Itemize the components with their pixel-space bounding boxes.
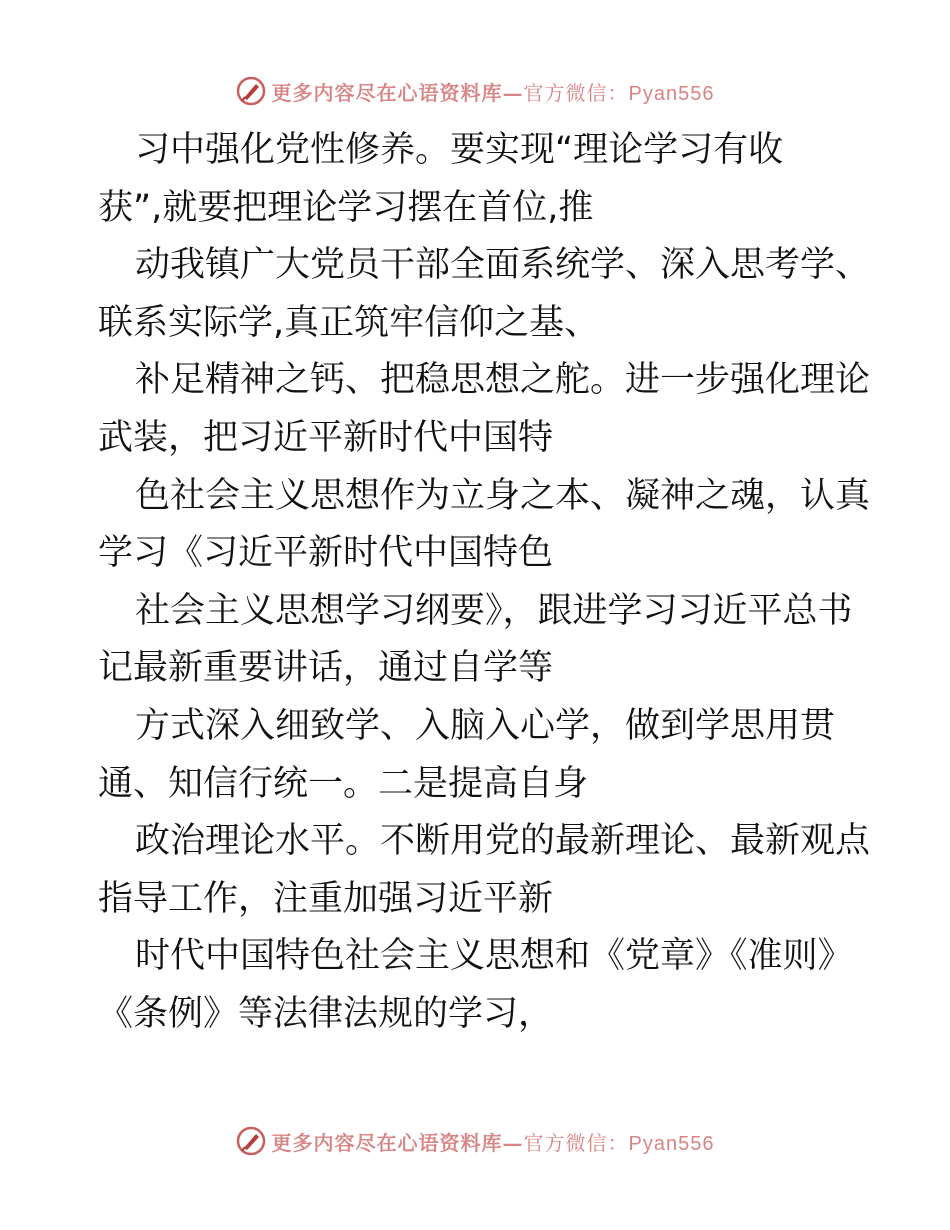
body-line: 方式深入细致学、入脑入心学，做到学思用贯 <box>135 705 836 746</box>
body-line: 补足精神之钙、把稳思想之舵。进一步强化理论 <box>135 360 871 401</box>
header-watermark-dash: — <box>502 80 524 105</box>
header-watermark-banner <box>0 71 950 111</box>
header-watermark-main: 更多内容尽在心语资料库 <box>271 80 503 105</box>
body-line: 获”,就要把理论学习摆在首位,推 <box>98 187 594 228</box>
body-line: 联系实际学,真正筑牢信仰之基、 <box>98 302 600 343</box>
body-line: 通、知信行统一。二是提高自身 <box>98 763 589 804</box>
footer-watermark-wechat: 官方微信：Pyan556 <box>523 1132 715 1155</box>
body-line: 武装，把习近平新时代中国特 <box>98 417 554 458</box>
body-line: 学习《习近平新时代中国特色 <box>98 533 554 574</box>
quill-logo-icon <box>236 1126 266 1156</box>
body-line: 动我镇广大党员干部全面系统学、深入思考学、 <box>135 245 871 286</box>
footer-watermark-main: 更多内容尽在心语资料库 <box>271 1130 503 1155</box>
footer-watermark-banner <box>0 1121 950 1161</box>
quill-logo-icon <box>236 76 266 106</box>
footer-watermark-dash: — <box>502 1130 524 1155</box>
document-body <box>98 122 871 1044</box>
body-line: 《条例》等法律法规的学习， <box>98 993 554 1034</box>
header-watermark-text <box>272 77 715 106</box>
body-line: 时代中国特色社会主义思想和《党章》《准则》 <box>135 936 853 977</box>
body-line: 习中强化党性修养。要实现“理论学习有收 <box>135 130 784 170</box>
footer-watermark-text <box>272 1127 715 1156</box>
body-line: 记最新重要讲话，通过自学等 <box>98 648 554 689</box>
body-line: 色社会主义思想作为立身之本、凝神之魂，认真 <box>135 475 871 516</box>
body-line: 社会主义思想学习纲要》，跟进学习习近平总书 <box>135 590 853 631</box>
body-line: 指导工作，注重加强习近平新 <box>98 878 554 919</box>
body-line: 政治理论水平。不断用党的最新理论、最新观点 <box>135 821 871 862</box>
header-watermark-wechat: 官方微信：Pyan556 <box>523 82 715 105</box>
